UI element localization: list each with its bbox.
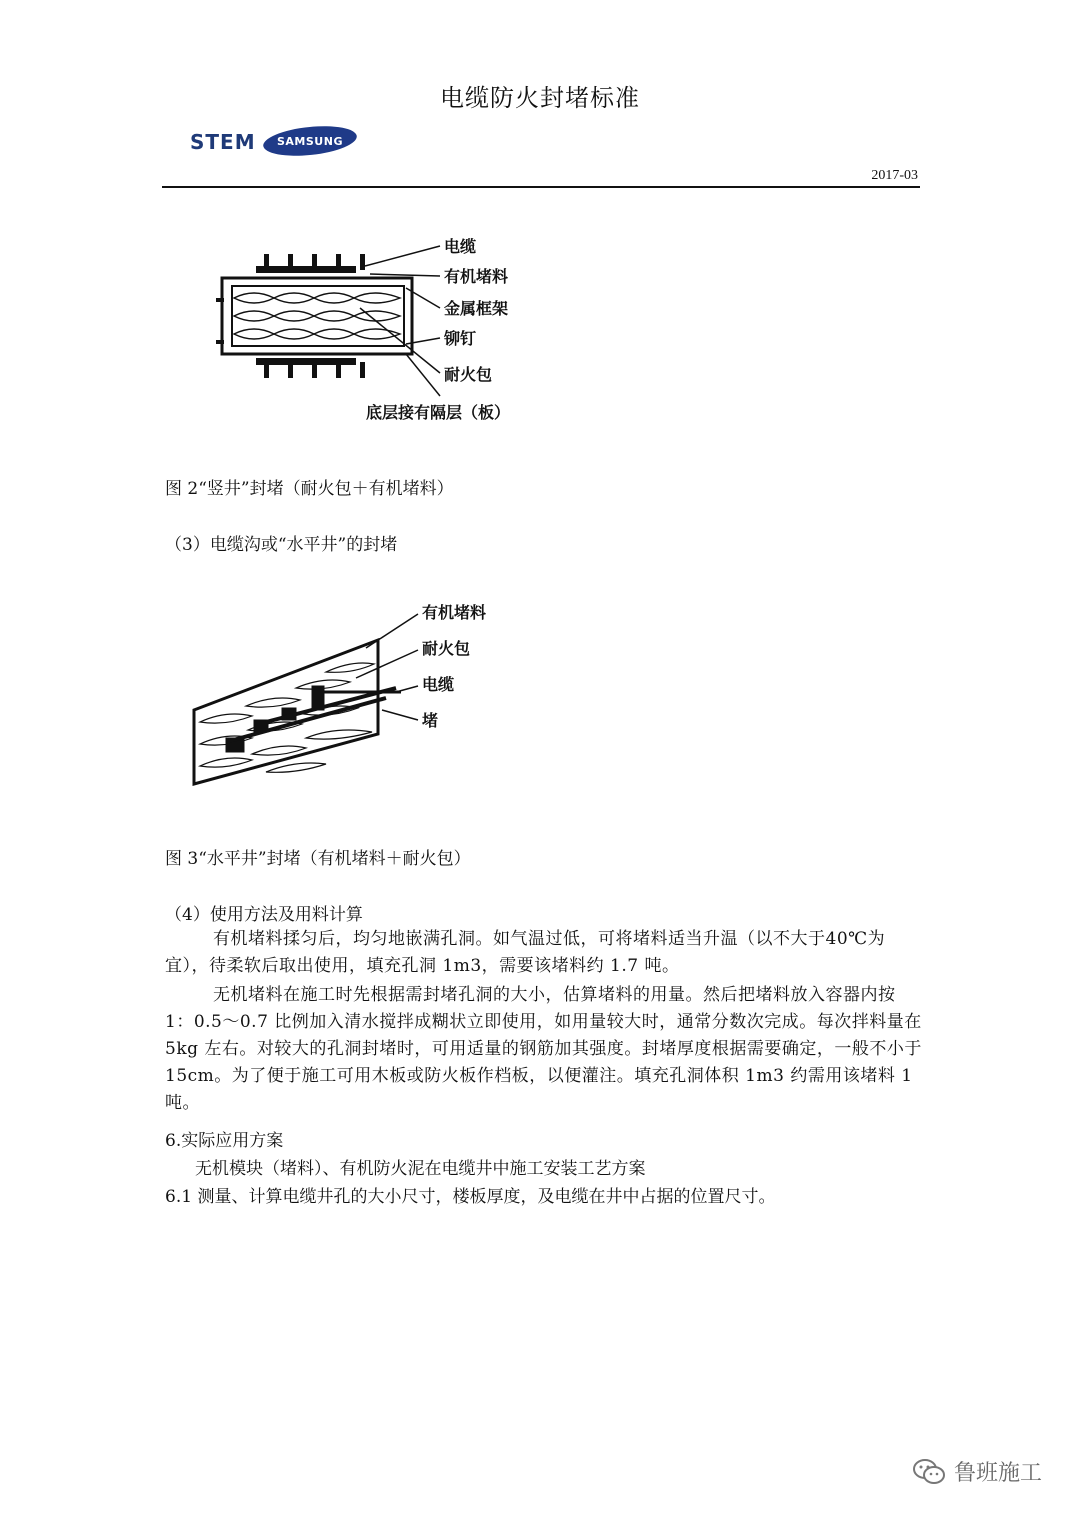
samsung-logo bbox=[262, 124, 358, 158]
wechat-icon bbox=[912, 1457, 946, 1487]
label-block: 堵 bbox=[422, 711, 439, 730]
metal-frame bbox=[222, 278, 412, 354]
label-organic-sealant: 有机堵料 bbox=[422, 603, 487, 622]
label-organic-sealant: 有机堵料 bbox=[444, 267, 509, 286]
document-title: 电缆防火封堵标准 bbox=[440, 84, 640, 112]
figure-2-caption: 图 2“竖井”封堵（耐火包＋有机堵料） bbox=[165, 479, 454, 499]
top-cables bbox=[256, 254, 365, 273]
section-6-subtitle: 无机模块（堵料）、有机防火泥在电缆井中施工安装工艺方案 bbox=[195, 1159, 646, 1179]
section-3-heading: （3）电缆沟或“水平井”的封堵 bbox=[165, 535, 398, 555]
bottom-cables bbox=[256, 358, 365, 378]
cables bbox=[226, 686, 401, 752]
label-cable: 电缆 bbox=[444, 237, 477, 256]
label-fire-bag: 耐火包 bbox=[444, 365, 493, 384]
label-metal-frame: 金属框架 bbox=[444, 299, 509, 318]
section-4-paragraph-1: 有机堵料揉匀后，均匀地嵌满孔洞。如气温过低，可将堵料适当升温（以不大于40℃为宜），待柔软后取出使用，填充孔洞 1m3，需要该堵料约 1.7 吨。 bbox=[165, 929, 886, 976]
section-6-1-item: 6.1 测量、计算电缆井孔的大小尺寸，楼板厚度，及电缆在井中占据的位置尺寸。 bbox=[165, 1187, 776, 1207]
watermark bbox=[912, 1456, 1042, 1487]
label-rivet: 铆钉 bbox=[444, 329, 477, 348]
stem-logo: STEM bbox=[190, 130, 256, 154]
document-date: 2017-03 bbox=[871, 168, 918, 183]
label-fire-bag: 耐火包 bbox=[422, 639, 471, 658]
samsung-logo-text: SAMSUNG bbox=[277, 135, 343, 148]
section-4-heading: （4）使用方法及用料计算 bbox=[165, 905, 363, 925]
figure-2-diagram bbox=[210, 228, 540, 428]
label-bottom-partition: 底层接有隔层（板） bbox=[366, 403, 511, 422]
section-6-heading: 6.实际应用方案 bbox=[165, 1131, 284, 1151]
label-cable: 电缆 bbox=[422, 675, 455, 694]
watermark-text: 鲁班施工 bbox=[953, 1461, 1042, 1486]
section-4-paragraph-2: 无机堵料在施工时先根据需封堵孔洞的大小，估算堵料的用量。然后把堵料放入容器内按 1：0.5～0.7 比例加入清水搅拌成糊状立即使用，如用量较大时，通常分数次完成。每次拌料量在 5kg 左右。对较大的孔洞封堵时，可用适量的钢筋加其强度。封堵厚度根据需要确定，一般不小于 15cm。为了便于施工可用木板或防火板作档板，以便灌注。填充孔洞体积 1m3 约需用该堵料 1 吨。 bbox=[165, 985, 922, 1113]
fire-bags bbox=[234, 293, 400, 339]
figure-3-caption: 图 3“水平井”封堵（有机堵料＋耐火包） bbox=[165, 849, 471, 869]
header-divider bbox=[162, 186, 920, 188]
figure-3-diagram bbox=[186, 592, 516, 792]
